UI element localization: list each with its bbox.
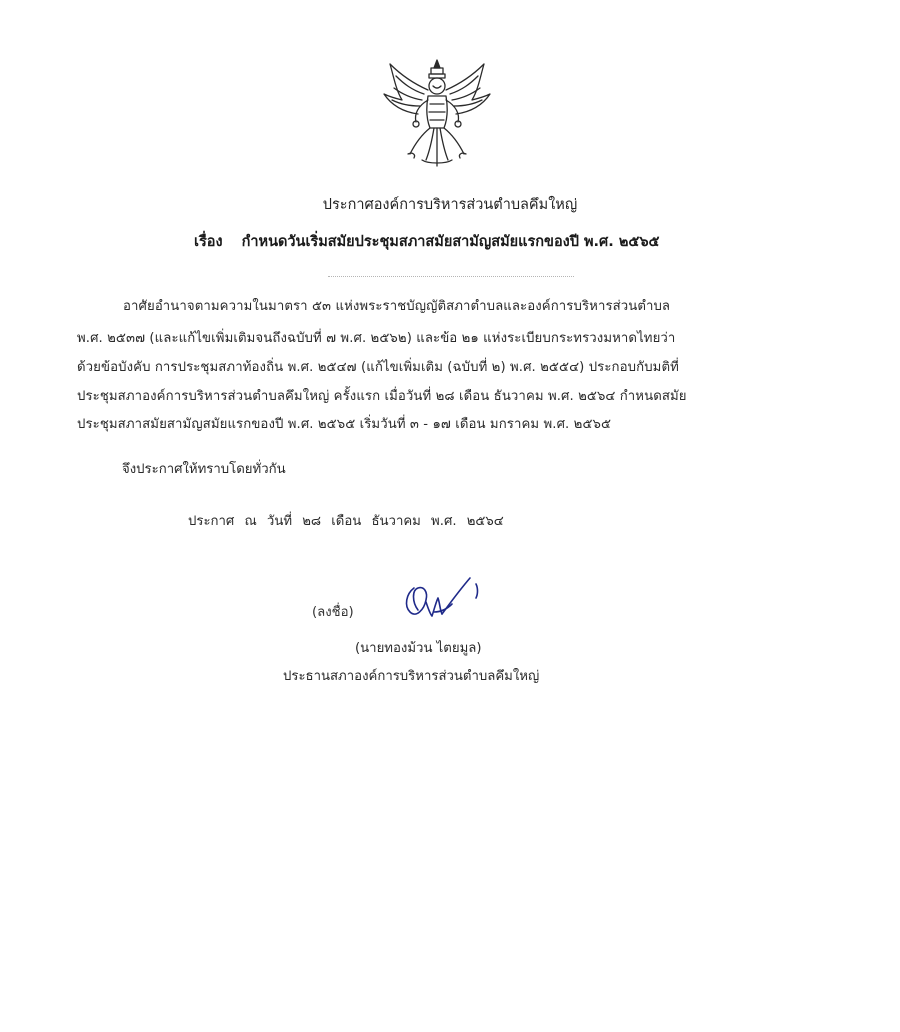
subject-text: กำหนดวันเริ่มสมัยประชุมสภาสมัยสามัญสมัยแรกของปี พ.ศ. ๒๕๖๕ (241, 234, 660, 250)
garuda-emblem-icon (380, 56, 494, 170)
body-line: อาศัยอำนาจตามความในมาตรา ๕๓ แห่งพระราชบัญญัติสภาตำบลและองค์การบริหารส่วนตำบล (123, 299, 671, 314)
header-divider (328, 276, 574, 277)
body-line: ด้วยข้อบังคับ การประชุมสภาท้องถิ่น พ.ศ. ๒๕๔๗ (แก้ไขเพิ่มเติม (ฉบับที่ ๒) พ.ศ. ๒๕๕๔) ประกอบกับมติที่ (77, 360, 679, 375)
signer-name: (นายทองม้วน ไตยมูล) (355, 641, 482, 656)
body-line: ประชุมสภาองค์การบริหารส่วนตำบลคึมใหญ่ ครั้งแรก เมื่อวันที่ ๒๘ เดือน ธันวาคม พ.ศ. ๒๕๖๔ กำหนดสมัย (77, 389, 687, 404)
announcement-text: จึงประกาศให้ทราบโดยทั่วกัน (122, 462, 286, 477)
dated-line: ประกาศ ณ วันที่ ๒๘ เดือน ธันวาคม พ.ศ. ๒๕๖๔ (188, 514, 504, 529)
signature-label: (ลงชื่อ) (312, 605, 354, 620)
subject-label: เรื่อง (194, 234, 223, 250)
handwritten-signature (398, 572, 490, 628)
document-title: ประกาศองค์การบริหารส่วนตำบลคึมใหญ่ (322, 197, 578, 213)
body-line: พ.ศ. ๒๕๓๗ (และแก้ไขเพิ่มเติมจนถึงฉบับที่ ๗ พ.ศ. ๒๕๖๒) และข้อ ๒๑ แห่งระเบียบกระทรวงมหาดไทยว่า (77, 331, 676, 346)
body-line: ประชุมสภาสมัยสามัญสมัยแรกของปี พ.ศ. ๒๕๖๕ เริ่มวันที่ ๓ - ๑๗ เดือน มกราคม พ.ศ. ๒๕๖๕ (77, 417, 612, 432)
document-subject (194, 230, 660, 253)
signer-position: ประธานสภาองค์การบริหารส่วนตำบลคึมใหญ่ (283, 669, 540, 684)
